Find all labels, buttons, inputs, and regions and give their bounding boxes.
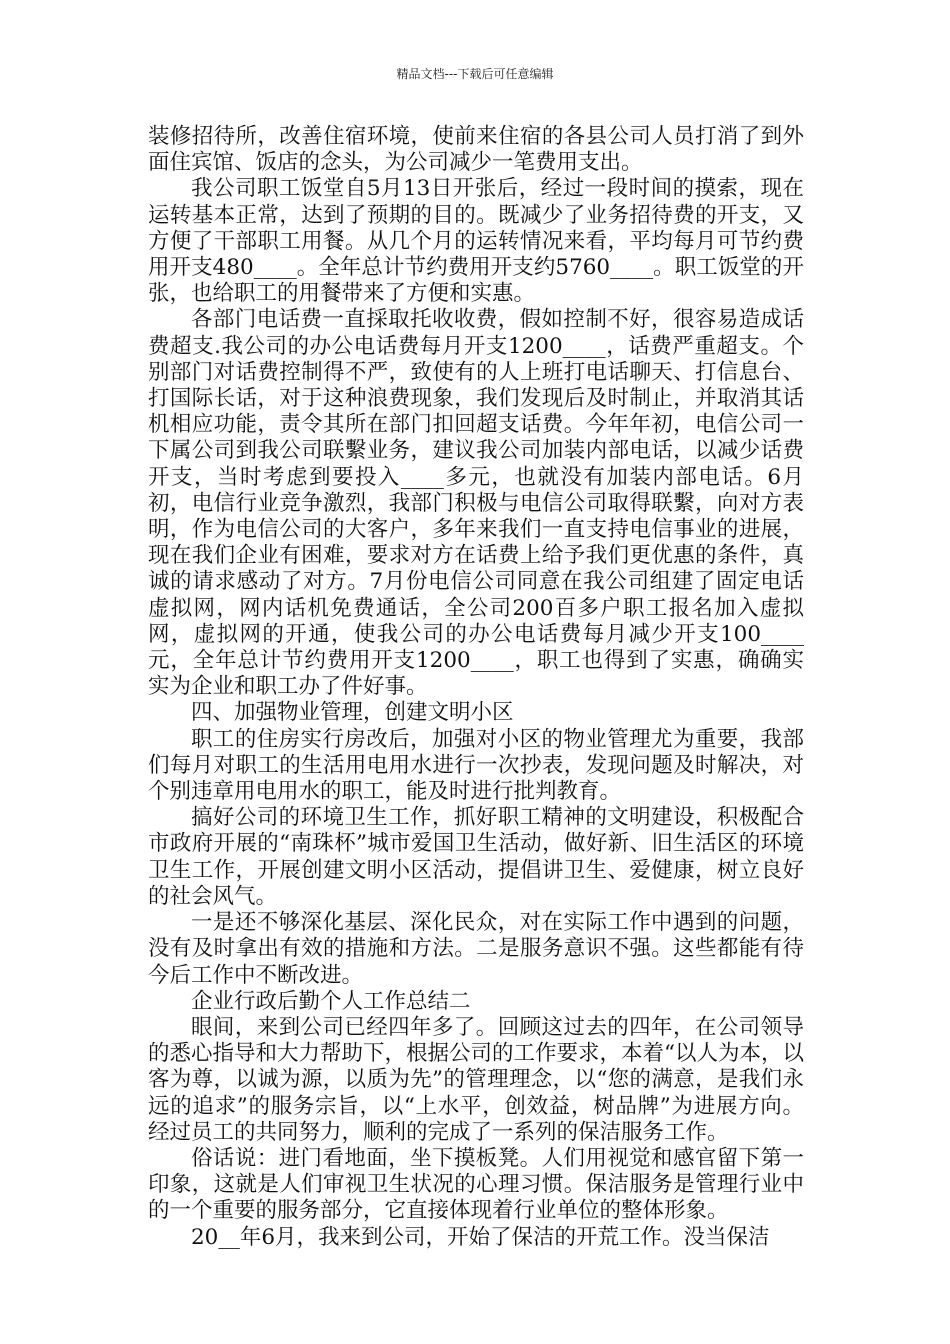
paragraph: 眼间，来到公司已经四年多了。回顾这过去的四年，在公司领导的悉心指导和大力帮助下，根据公司的工作要求，本着“以人为本，以客为尊，以诚为源，以质为先”的管理理念，以“您的满意，是我们永远的追求”的服务宗旨，以“上水平，创效益，树品牌”为进展方向。经过员工的共同努力，顺利的完成了一系列的保洁服务工作。 — [148, 1014, 804, 1145]
page-header: 精品文档---下载后可任意编辑 — [396, 67, 554, 81]
paragraph: 一是还不够深化基层、深化民众，对在实际工作中遇到的问题，没有及时拿出有效的措施和方法。二是服务意识不强。这些都能有待今后工作中不断改进。 — [148, 910, 804, 988]
document-body — [148, 124, 804, 1251]
paragraph: 我公司职工饭堂自5月13日开张后，经过一段时间的摸索，现在运转基本正常，达到了预期的目的。既减少了业务招待费的开支，又方便了干部职工用餐。从几个月的运转情况来看，平均每月可节约费用开支480____。全年总计节约费用开支约5760____。职工饭堂的开张，也给职工的用餐带来了方便和实惠。 — [148, 176, 804, 307]
document-title: 企业行政后勤个人工作总结二 — [191, 988, 471, 1014]
section-heading: 四、加强物业管理，创建文明小区 — [191, 700, 514, 726]
paragraph: 各部门电话费一直採取托收收费，假如控制不好，很容易造成话费超支.我公司的办公电话费每月开支1200____，话费严重超支。个别部门对话费控制得不严，致使有的人上班打电话聊天、打信息台、打国际长话，对于这种浪费现象，我们发现后及时制止，并取消其话机相应功能，责令其所在部门扣回超支话费。今年年初，电信公司一下属公司到我公司联繫业务，建议我公司加装内部电话，以减少话费开支，当时考虑到要投入____多元，也就没有加装内部电话。6月初，电信行业竞争激烈，我部门积极与电信公司取得联繫，向对方表明，作为电信公司的大客户，多年来我们一直支持电信事业的进展，现在我们企业有困难，要求对方在话费上给予我们更优惠的条件，真诚的请求感动了对方。7月份电信公司同意在我公司组建了固定电话虚拟网，网内话机免费通话，全公司200百多户职工报名加入虚拟网，虚拟网的开通，使我公司的办公电话费每月减少开支100____元，全年总计节约费用开支1200____，职工也得到了实惠，确确实实为企业和职工办了件好事。 — [148, 307, 804, 700]
paragraph: 俗话说：进门看地面，坐下摸板凳。人们用视觉和感官留下第一印象，这就是人们审视卫生状况的心理习惯。保洁服务是管理行业中的一个重要的服务部分，它直接体现着行业单位的整体形象。 — [148, 1145, 804, 1224]
paragraph: 职工的住房实行房改后，加强对小区的物业管理尤为重要，我部们每月对职工的生活用电用水进行一次抄表，发现问题及时解决，对个别违章用电用水的职工，能及时进行批判教育。 — [148, 726, 804, 805]
paragraph: 20__年6月，我来到公司，开始了保洁的开荒工作。没当保洁 — [191, 1224, 770, 1250]
paragraph: 装修招待所，改善住宿环境，使前来住宿的各县公司人员打消了到外面住宾馆、饭店的念头，为公司减少一笔费用支出。 — [148, 124, 804, 176]
paragraph: 搞好公司的环境卫生工作，抓好职工精神的文明建设，积极配合市政府开展的“南珠杯”城市爱国卫生活动，做好新、旧生活区的环境卫生工作，开展创建文明小区活动，提倡讲卫生、爱健康，树立良好的社会风气。 — [148, 805, 804, 909]
